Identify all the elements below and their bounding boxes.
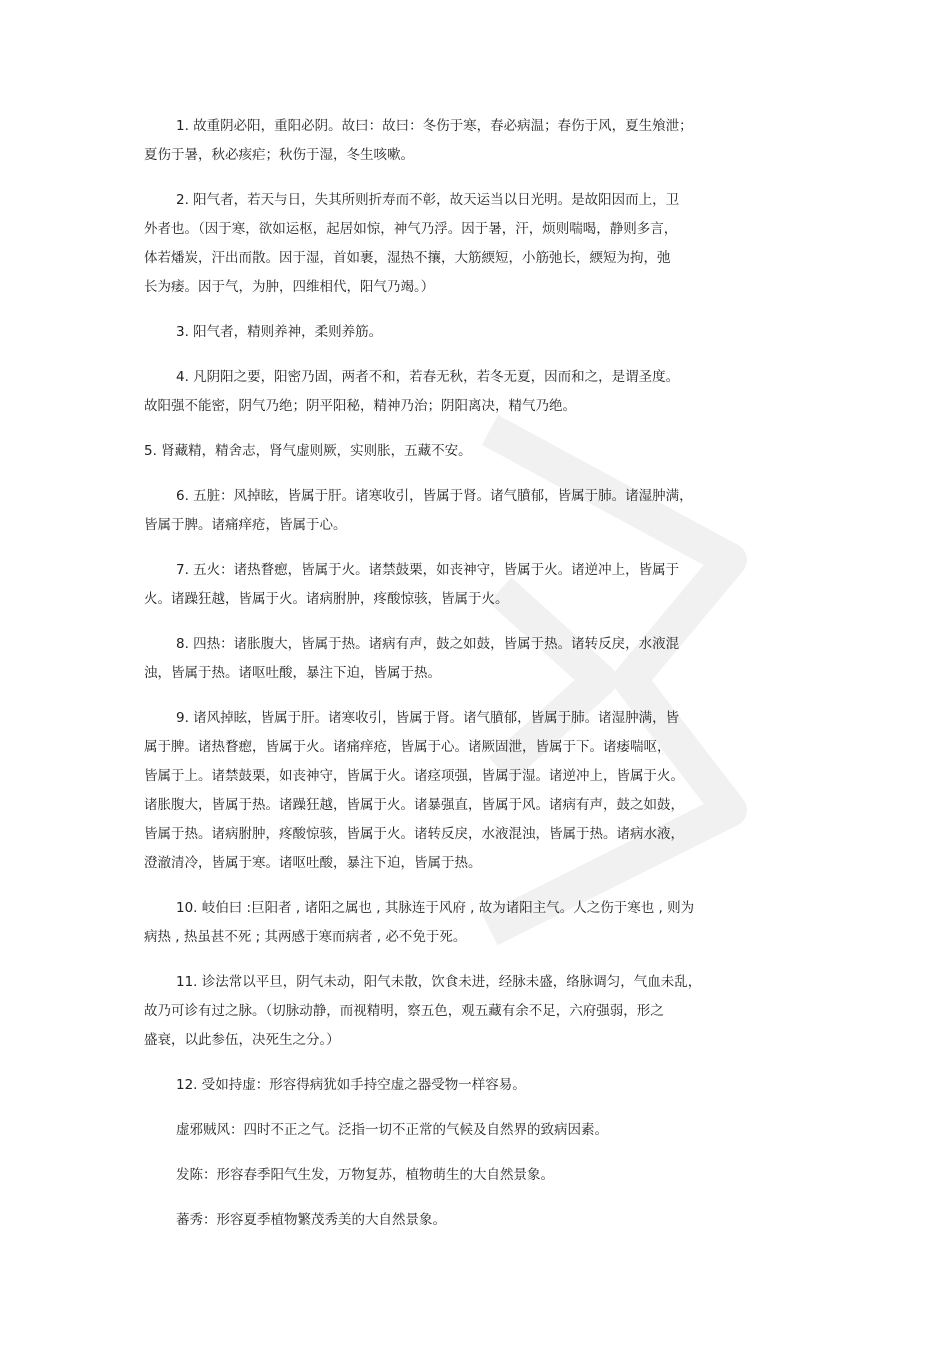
paragraph <box>144 482 804 540</box>
paragraph-line: 6. 五脏：风掉眩，皆属于肝。诸寒收引，皆属于肾。诸气膹郁，皆属于肺。诸湿肿满， <box>176 488 693 504</box>
paragraph-line: 体若燔炭，汗出而散。因于湿，首如裹，湿热不攘，大筋緛短，小筋弛长，緛短为拘，弛 <box>144 250 671 266</box>
paragraph-line: 夏伤于暑，秋必痎疟；秋伤于湿，冬生咳嗽。 <box>144 147 414 163</box>
paragraph-line: 发陈：形容春季阳气生发，万物复苏，植物萌生的大自然景象。 <box>176 1167 554 1183</box>
paragraph <box>144 363 804 421</box>
paragraph-line: 7. 五火：诸热瞀瘛，皆属于火。诸禁鼓栗，如丧神守，皆属于火。诸逆冲上，皆属于 <box>176 562 680 578</box>
paragraph <box>144 318 804 347</box>
paragraph-line: 4. 凡阴阳之要，阳密乃固，两者不和，若春无秋，若冬无夏，因而和之，是谓圣度。 <box>176 369 680 385</box>
paragraph-line: 皆属于热。诸病胕肿，疼酸惊骇，皆属于火。诸转反戾，水液混浊，皆属于热。诸病水液， <box>144 826 684 842</box>
paragraph-line: 虚邪贼风：四时不正之气。泛指一切不正常的气候及自然界的致病因素。 <box>176 1122 608 1138</box>
paragraph-line: 2. 阳气者，若天与日，失其所则折寿而不彰，故天运当以日光明。是故阳因而上，卫 <box>176 192 680 208</box>
paragraph <box>144 968 804 1055</box>
paragraph <box>144 1206 804 1235</box>
paragraph <box>144 556 804 614</box>
paragraph-line: 属于脾。诸热瞀瘛，皆属于火。诸痛痒疮，皆属于心。诸厥固泄，皆属于下。诸痿喘呕， <box>144 739 671 755</box>
paragraph-line: 诸胀腹大，皆属于热。诸躁狂越，皆属于火。诸暴强直，皆属于风。诸病有声，鼓之如鼓， <box>144 797 684 813</box>
paragraph-line: 浊，皆属于热。诸呕吐酸，暴注下迫，皆属于热。 <box>144 665 441 681</box>
paragraph-line: 8. 四热：诸胀腹大，皆属于热。诸病有声，鼓之如鼓，皆属于热。诸转反戾，水液混 <box>176 636 680 652</box>
paragraph-line: 11. 诊法常以平旦，阴气未动，阳气未散，饮食未进，经脉未盛，络脉调匀，气血未乱， <box>176 974 702 990</box>
paragraph-line: 皆属于上。诸禁鼓栗，如丧神守，皆属于火。诸痉项强，皆属于湿。诸逆冲上，皆属于火。 <box>144 768 684 784</box>
paragraph <box>144 894 804 952</box>
paragraph-line: 1. 故重阴必阳，重阳必阴。故曰：故曰：冬伤于寒，春必病温；春伤于风，夏生飧泄； <box>176 118 693 134</box>
paragraph <box>144 186 804 302</box>
paragraph <box>144 437 804 466</box>
paragraph <box>144 630 804 688</box>
paragraph-line: 长为痿。因于气，为肿，四维相代，阳气乃竭。） <box>144 279 435 295</box>
paragraph <box>144 704 804 878</box>
paragraph-line: 外者也。（因于寒，欲如运枢，起居如惊，神气乃浮。因于暑，汗，烦则喘喝，静则多言， <box>144 221 678 237</box>
document-body <box>144 112 804 1251</box>
paragraph-line: 3. 阳气者，精则养神，柔则养筋。 <box>176 324 383 340</box>
paragraph-line: 12. 受如持虚：形容得病犹如手持空虚之器受物一样容易。 <box>176 1077 526 1093</box>
paragraph <box>144 1116 804 1145</box>
paragraph-line: 10. 岐伯曰 :巨阳者 , 诸阳之属也 , 其脉连于风府 , 故为诸阳主气。人之伤于寒也 , 则为 <box>176 900 695 916</box>
paragraph-line: 火。诸躁狂越，皆属于火。诸病胕肿，疼酸惊骇，皆属于火。 <box>144 591 509 607</box>
paragraph-line: 故阳强不能密，阴气乃绝；阴平阳秘，精神乃治；阴阳离决，精气乃绝。 <box>144 398 576 414</box>
paragraph-line: 病热 , 热虽甚不死 ; 其两感于寒而病者 , 必不免于死。 <box>144 929 467 945</box>
paragraph-line: 蕃秀：形容夏季植物繁茂秀美的大自然景象。 <box>176 1212 446 1228</box>
paragraph-line: 9. 诸风掉眩，皆属于肝。诸寒收引，皆属于肾。诸气膹郁，皆属于肺。诸湿肿满，皆 <box>176 710 680 726</box>
paragraph <box>144 1071 804 1100</box>
paragraph-line: 皆属于脾。诸痛痒疮，皆属于心。 <box>144 517 347 533</box>
paragraph <box>144 112 804 170</box>
paragraph-line: 盛衰，以此参伍，决死生之分。） <box>144 1032 340 1048</box>
paragraph-line: 澄澈清冷，皆属于寒。诸呕吐酸，暴注下迫，皆属于热。 <box>144 855 482 871</box>
paragraph <box>144 1161 804 1190</box>
paragraph-line: 5. 肾藏精，精舍志，肾气虚则厥，实则胀，五藏不安。 <box>144 443 472 459</box>
paragraph-line: 故乃可诊有过之脉。（切脉动静，而视精明，察五色，观五藏有余不足，六府强弱，形之 <box>144 1003 664 1019</box>
